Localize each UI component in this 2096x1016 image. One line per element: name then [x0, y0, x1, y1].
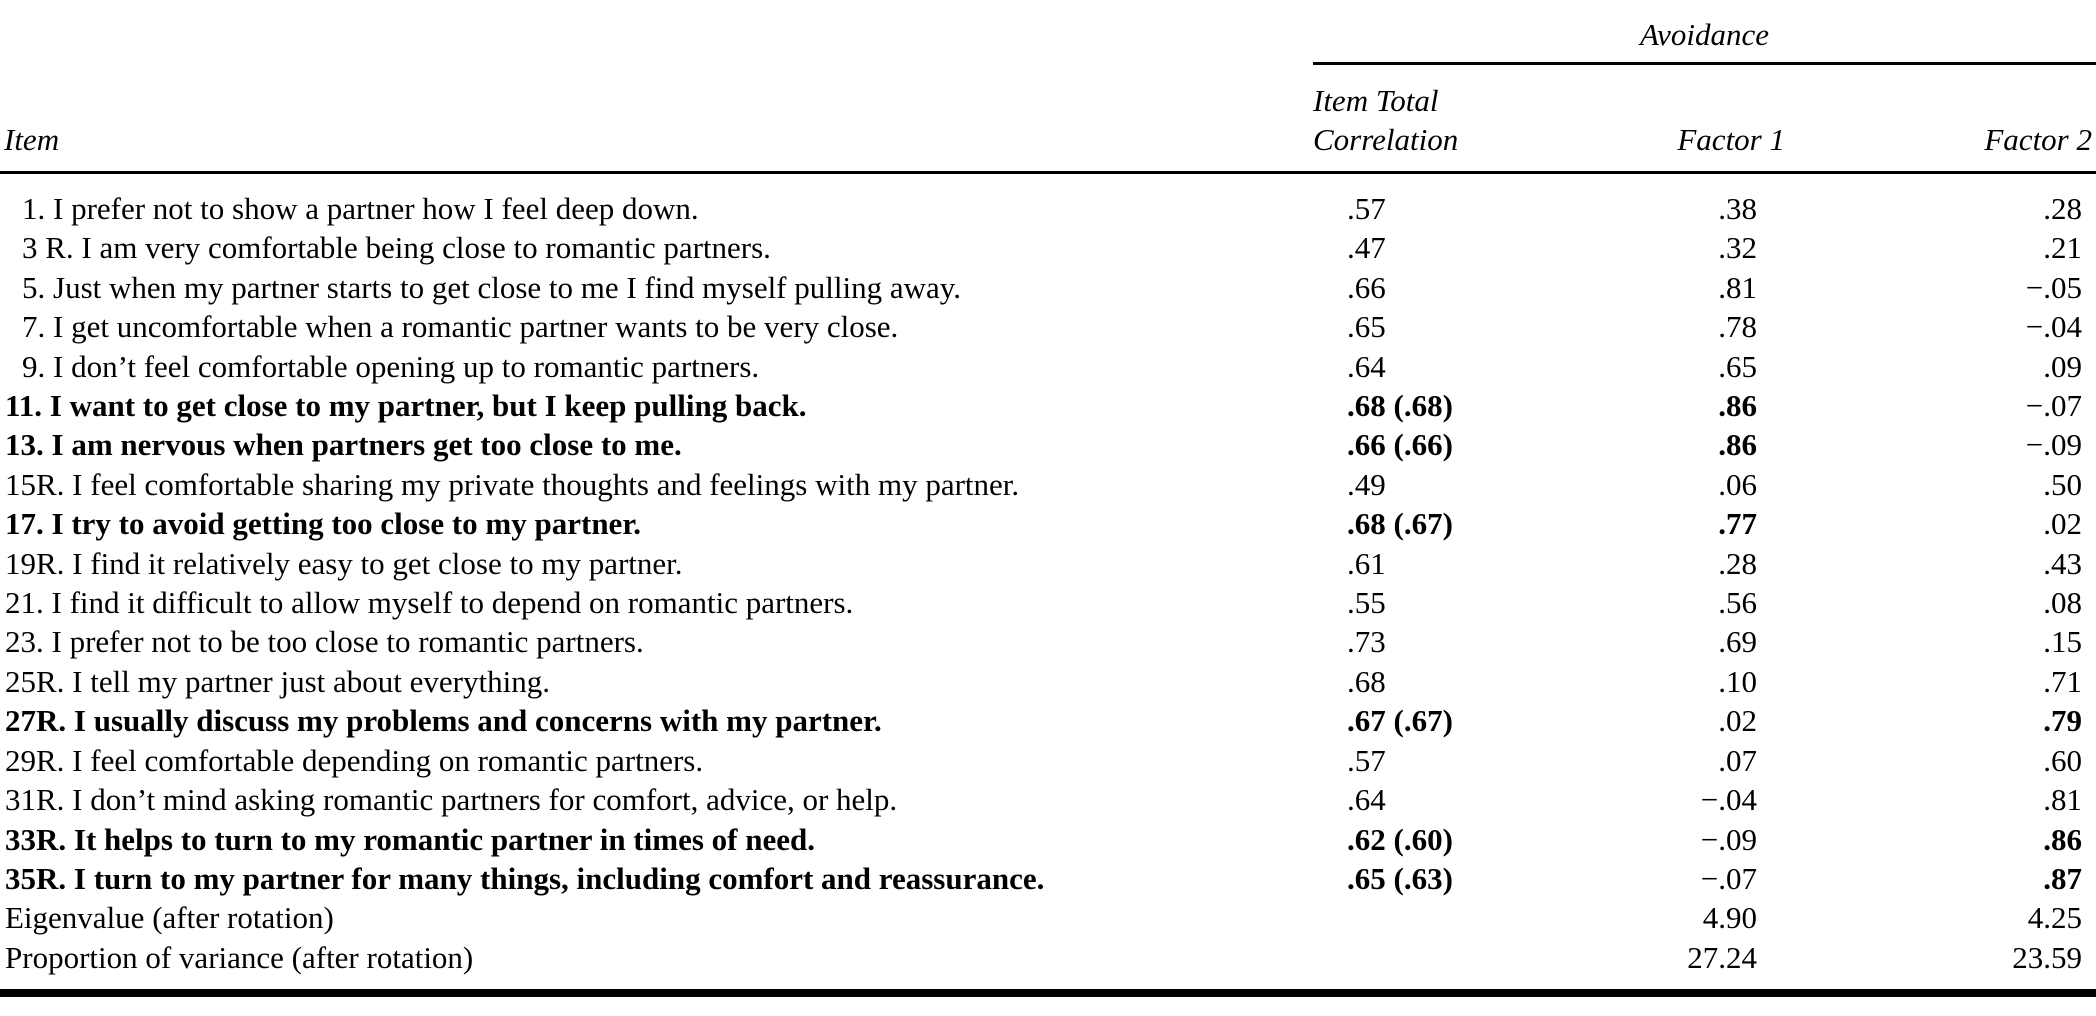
table-row	[0, 268, 2096, 307]
factor1-value: .02	[1718, 703, 1757, 739]
item-label: 11. I want to get close to my partner, but I keep pulling back.	[5, 388, 807, 424]
table-row	[0, 583, 2096, 622]
factor1-column-header: Factor 1	[1677, 122, 1785, 157]
spanner-spacer	[0, 18, 1313, 65]
item-label: 35R. I turn to my partner for many things, including comfort and reassurance.	[5, 860, 1045, 896]
item-label: 19R. I find it relatively easy to get close to my partner.	[5, 545, 683, 581]
item-total-correlation-value: .67 (.67)	[1347, 703, 1453, 739]
item-label: 7. I get uncomfortable when a romantic partner wants to be very close.	[22, 309, 899, 345]
factor2-value: 4.25	[2027, 900, 2082, 936]
table-row	[0, 307, 2096, 346]
item-label: 17. I try to avoid getting too close to my partner.	[5, 506, 641, 542]
factor2-value: .08	[2043, 585, 2082, 621]
item-total-correlation-value: .68	[1347, 663, 1386, 699]
factor2-value: .81	[2043, 782, 2082, 818]
table-row	[0, 189, 2096, 228]
item-total-correlation-value: .65 (.63)	[1347, 860, 1453, 896]
item-total-correlation-value: .55	[1347, 585, 1386, 621]
factor1-value: −.04	[1700, 782, 1757, 818]
table-bottom-rule	[0, 989, 2096, 997]
factor1-value: .81	[1718, 269, 1757, 305]
table-row	[0, 741, 2096, 780]
item-label: 23. I prefer not to be too close to romantic partners.	[5, 624, 644, 660]
item-label: 29R. I feel comfortable depending on romantic partners.	[5, 742, 704, 778]
factor2-value: .02	[2043, 506, 2082, 542]
factor1-value: .86	[1718, 427, 1757, 463]
factor2-value: .28	[2043, 191, 2082, 226]
table-body	[0, 174, 2096, 977]
factor2-value: .50	[2043, 466, 2082, 502]
factor1-value: .38	[1718, 191, 1757, 226]
table-row	[0, 347, 2096, 386]
item-label: 5. Just when my partner starts to get close to me I find myself pulling away.	[22, 269, 961, 305]
table-row	[0, 898, 2096, 937]
item-label: 9. I don’t feel comfortable opening up to romantic partners.	[22, 348, 760, 384]
table-row	[0, 504, 2096, 543]
factor1-value: .07	[1718, 742, 1757, 778]
item-total-correlation-value	[1313, 898, 1640, 937]
factor2-value: .86	[2043, 821, 2082, 857]
item-total-correlation-value: .57	[1347, 742, 1386, 778]
item-total-correlation-value: .66 (.66)	[1347, 427, 1453, 463]
table-row	[0, 386, 2096, 425]
item-total-correlation-value: .65	[1347, 309, 1386, 345]
item-total-correlation-header-line2: Correlation	[1313, 122, 1459, 157]
factor2-value: .09	[2043, 348, 2082, 384]
factor1-value: .86	[1718, 388, 1757, 424]
factor2-value: −.09	[2025, 427, 2082, 463]
spanner-header-row	[0, 0, 2096, 65]
factor1-value: .06	[1718, 466, 1757, 502]
factor2-value: .79	[2043, 703, 2082, 739]
item-label: 13. I am nervous when partners get too close to me.	[5, 427, 682, 463]
table-row	[0, 425, 2096, 464]
table-row	[0, 859, 2096, 898]
factor1-value: .56	[1718, 585, 1757, 621]
item-label: 15R. I feel comfortable sharing my private thoughts and feelings with my partner.	[5, 466, 1020, 502]
table-row	[0, 228, 2096, 267]
item-label: Eigenvalue (after rotation)	[5, 900, 334, 936]
factor1-value: .28	[1718, 545, 1757, 581]
avoidance-spanner	[1313, 18, 2096, 65]
item-total-correlation-value: .68 (.67)	[1347, 506, 1453, 542]
item-label: Proportion of variance (after rotation)	[5, 939, 474, 975]
factor1-value: .77	[1718, 506, 1757, 542]
table-row	[0, 465, 2096, 504]
factor2-value: −.07	[2025, 388, 2082, 424]
factor1-value: 4.90	[1702, 900, 1757, 936]
item-column-header: Item	[4, 122, 60, 157]
factor1-value: −.09	[1700, 821, 1757, 857]
factor1-value: .32	[1718, 230, 1757, 266]
factor2-value: .71	[2043, 663, 2082, 699]
factor1-value: .10	[1718, 663, 1757, 699]
item-label: 3 R. I am very comfortable being close to romantic partners.	[22, 230, 771, 266]
table-row	[0, 544, 2096, 583]
item-label: 31R. I don’t mind asking romantic partners for comfort, advice, or help.	[5, 782, 898, 818]
item-total-correlation-value: .66	[1347, 269, 1386, 305]
factor2-value: .15	[2043, 624, 2082, 660]
factor1-value: .69	[1718, 624, 1757, 660]
factor2-column-header: Factor 2	[1984, 122, 2092, 157]
factor2-value: −.05	[2025, 269, 2082, 305]
table-row	[0, 662, 2096, 701]
item-total-correlation-value: .57	[1347, 191, 1386, 226]
item-total-correlation-value: .64	[1347, 348, 1386, 384]
item-total-correlation-value: .62 (.60)	[1347, 821, 1453, 857]
factor1-value: −.07	[1700, 860, 1757, 896]
item-total-correlation-header-line1: Item Total	[1313, 83, 1439, 118]
item-total-correlation-value	[1313, 938, 1640, 977]
item-total-correlation-value: .47	[1347, 230, 1386, 266]
item-total-correlation-value: .73	[1347, 624, 1386, 660]
factor2-value: .21	[2043, 230, 2082, 266]
factor2-value: 23.59	[2012, 939, 2082, 975]
item-label: 25R. I tell my partner just about everything.	[5, 663, 550, 699]
item-total-correlation-value: .64	[1347, 782, 1386, 818]
item-label: 33R. It helps to turn to my romantic partner in times of need.	[5, 821, 815, 857]
table-row	[0, 780, 2096, 819]
item-label: 1. I prefer not to show a partner how I feel deep down.	[22, 191, 699, 226]
avoidance-spanner-label: Avoidance	[1639, 17, 1770, 52]
factor2-value: .43	[2043, 545, 2082, 581]
item-total-correlation-value: .68 (.68)	[1347, 388, 1453, 424]
factor2-value: .60	[2043, 742, 2082, 778]
item-total-correlation-value: .49	[1347, 466, 1386, 502]
column-header-row	[0, 65, 2096, 174]
table-row	[0, 820, 2096, 859]
item-total-correlation-value: .61	[1347, 545, 1386, 581]
item-label: 21. I find it difficult to allow myself to depend on romantic partners.	[5, 585, 854, 621]
factor2-value: .87	[2043, 860, 2082, 896]
factor2-value: −.04	[2025, 309, 2082, 345]
table-row	[0, 938, 2096, 977]
table-row	[0, 701, 2096, 740]
item-total-correlation-column-header	[1313, 81, 1640, 159]
item-label: 27R. I usually discuss my problems and concerns with my partner.	[5, 703, 882, 739]
factor1-value: .65	[1718, 348, 1757, 384]
factor1-value: .78	[1718, 309, 1757, 345]
factor1-value: 27.24	[1687, 939, 1757, 975]
table-row	[0, 622, 2096, 661]
